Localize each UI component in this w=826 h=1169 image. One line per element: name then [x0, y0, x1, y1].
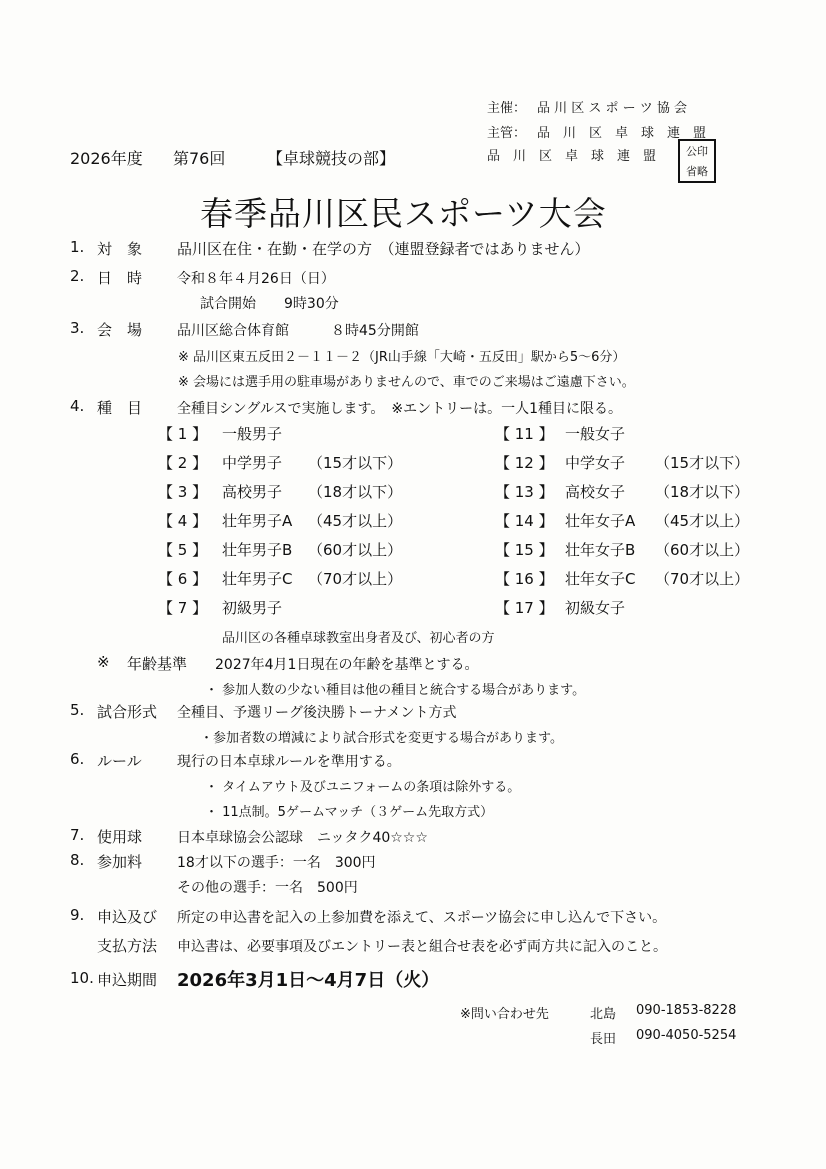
- division: 【卓球競技の部】: [267, 149, 396, 168]
- section-7-label: 使用球: [97, 828, 143, 846]
- event-number: 【 16 】: [495, 570, 554, 588]
- section-4-label: 種 目: [97, 399, 143, 417]
- age-rule-label: 年齢基準: [127, 655, 188, 673]
- event-number: 【 1 】: [158, 425, 208, 443]
- venue-address-note: ※ 品川区東五反田２－１１－２（JR山手線「大崎・五反田」駅から5～6分）: [178, 350, 626, 365]
- timeout-uniform-note: ・ タイムアウト及びユニフォームの条項は除外する。: [205, 780, 521, 795]
- section-1-text: 品川区在住・在勤・在学の方 （連盟登録者ではありません）: [177, 240, 590, 258]
- event-age: （60才以上）: [655, 541, 750, 559]
- event-age: （18才以下）: [655, 483, 750, 501]
- event-number: 【 15 】: [495, 541, 554, 559]
- event-number: 【 6 】: [158, 570, 208, 588]
- age-rule-mark: ※: [97, 653, 110, 671]
- parking-note: ※ 会場には選手用の駐車場がありませんので、車でのご来場はご遠慮下さい。: [178, 375, 635, 390]
- section-6-label: ルール: [97, 752, 142, 770]
- event-name: 一般女子: [565, 425, 626, 443]
- event-number: 【 5 】: [158, 541, 208, 559]
- section-2-number: 2.: [70, 267, 85, 285]
- event-age: （70才以上）: [655, 570, 750, 588]
- edition: 第76回: [173, 149, 226, 168]
- section-9-label-2: 支払方法: [97, 937, 158, 955]
- seal-line-2: 省略: [686, 165, 708, 178]
- contact-name: 北島: [590, 1007, 617, 1022]
- event-name: 壮年男子B: [222, 541, 293, 559]
- organizer-label: 主催：: [487, 101, 527, 116]
- event-age: （18才以下）: [308, 483, 403, 501]
- section-4-number: 4.: [70, 397, 85, 415]
- fiscal-year: 2026年度: [70, 149, 143, 168]
- event-name: 高校女子: [565, 483, 626, 501]
- scoring-note: ・ 11点制。5ゲームマッチ（３ゲーム先取方式）: [205, 805, 494, 820]
- event-age: （15才以下）: [308, 454, 403, 472]
- application-line-1: 所定の申込書を記入の上参加費を添えて、スポーツ協会に申し込んで下さい。: [177, 910, 667, 926]
- manager: 品 川 区 卓 球 連 盟: [537, 126, 707, 141]
- section-1-number: 1.: [70, 238, 85, 256]
- events-intro: 全種目シングルスで実施します。 ※エントリーは。一人1種目に限る。: [177, 401, 623, 417]
- application-line-2: 申込書は、必要事項及びエントリー表と組合せ表を必ず両方共に記入のこと。: [177, 939, 667, 955]
- event-age: （45才以上）: [655, 512, 750, 530]
- venue: 品川区総合体育館 ８時45分開館: [177, 323, 419, 339]
- section-8-label: 参加料: [97, 853, 143, 871]
- section-5-number: 5.: [70, 701, 85, 719]
- event-name: 中学男子: [222, 454, 283, 472]
- official-seal-omitted-box: [678, 139, 716, 183]
- event-age: （70才以上）: [308, 570, 403, 588]
- page-title: 春季品川区民スポーツ大会: [200, 194, 607, 233]
- section-7-number: 7.: [70, 826, 85, 844]
- age-rule-text: 2027年4月1日現在の年齢を基準とする。: [215, 657, 479, 673]
- section-2-label: 日 時: [97, 269, 143, 287]
- event-number: 【 2 】: [158, 454, 208, 472]
- section-9-label: 申込及び: [97, 908, 158, 926]
- official-ball: 日本卓球協会公認球 ニッタク40☆☆☆: [177, 830, 428, 846]
- event-name: 壮年男子C: [222, 570, 293, 588]
- contact-name: 長田: [590, 1032, 617, 1047]
- event-number: 【 13 】: [495, 483, 554, 501]
- event-number: 【 3 】: [158, 483, 208, 501]
- event-name: 壮年女子C: [565, 570, 636, 588]
- match-format-note: ・参加者数の増減により試合形式を変更する場合があります。: [200, 731, 563, 746]
- event-age: （45才以上）: [308, 512, 403, 530]
- contact-phone: 090-1853-8228: [636, 1003, 737, 1018]
- beginner-note: 品川区の各種卓球教室出身者及び、初心者の方: [222, 631, 495, 646]
- section-5-label: 試合形式: [97, 703, 158, 721]
- event-name: 壮年女子A: [565, 512, 636, 530]
- event-name: 高校男子: [222, 483, 283, 501]
- fee-junior: 18才以下の選手：一名 300円: [177, 855, 376, 871]
- fee-other: その他の選手：一名 500円: [177, 880, 358, 896]
- seal-line-1: 公印: [686, 145, 708, 158]
- section-1-label: 対 象: [97, 240, 143, 258]
- event-name: 壮年女子B: [565, 541, 636, 559]
- section-9-number: 9.: [70, 906, 85, 924]
- event-number: 【 12 】: [495, 454, 554, 472]
- event-name: 中学女子: [565, 454, 626, 472]
- manager-label: 主管：: [487, 126, 527, 141]
- event-name: 初級男子: [222, 599, 283, 617]
- match-format: 全種目、予選リーグ後決勝トーナメント方式: [177, 705, 457, 721]
- event-number: 【 11 】: [495, 425, 554, 443]
- event-date: 令和８年４月26日（日）: [177, 271, 335, 287]
- section-3-number: 3.: [70, 319, 85, 337]
- merge-events-note: ・ 参加人数の少ない種目は他の種目と統合する場合があります。: [205, 683, 586, 698]
- event-number: 【 14 】: [495, 512, 554, 530]
- match-start-time: 試合開始 9時30分: [200, 296, 339, 312]
- contact-label: ※問い合わせ先: [460, 1007, 549, 1022]
- event-number: 【 7 】: [158, 599, 208, 617]
- section-3-label: 会 場: [97, 321, 143, 339]
- event-name: 一般男子: [222, 425, 283, 443]
- event-number: 【 4 】: [158, 512, 208, 530]
- section-6-number: 6.: [70, 750, 85, 768]
- section-10-number: 10.: [70, 969, 94, 987]
- event-name: 壮年男子A: [222, 512, 293, 530]
- contact-phone: 090-4050-5254: [636, 1028, 737, 1043]
- application-period: 2026年3月1日～4月7日（火）: [177, 970, 440, 991]
- rules-text: 現行の日本卓球ルールを準用する。: [177, 754, 401, 770]
- event-number: 【 17 】: [495, 599, 554, 617]
- section-8-number: 8.: [70, 851, 85, 869]
- section-10-label: 申込期間: [97, 971, 158, 989]
- organizer: 品 川 区 ス ポ ー ツ 協 会: [537, 101, 688, 116]
- seal-organization: 品 川 区 卓 球 連 盟: [487, 149, 657, 164]
- event-name: 初級女子: [565, 599, 626, 617]
- event-age: （15才以下）: [655, 454, 750, 472]
- event-age: （60才以上）: [308, 541, 403, 559]
